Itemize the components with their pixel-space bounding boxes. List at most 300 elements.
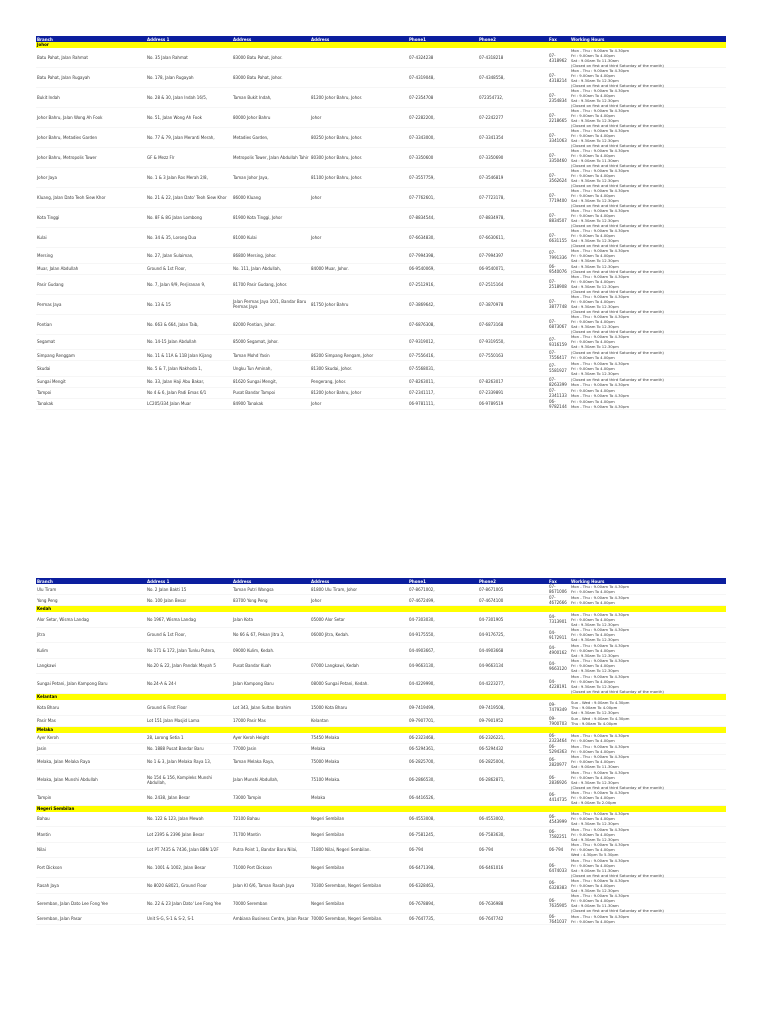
cell-address-3: 81800 Ulu Tiram, Johor [311, 586, 358, 592]
cell-phone2: 07-7723178, [479, 195, 505, 200]
cell-fax: 04-7313901 [549, 614, 567, 625]
cell-address-1: No. 8F & 8G Jalan Lombong [147, 215, 202, 220]
column-header-phone1: Phone1 [409, 578, 426, 584]
cell-fax: 06-794 [549, 847, 564, 853]
cell-phone2: 07-2339891 [479, 390, 504, 395]
column-header-address-1: Address 1 [147, 578, 170, 584]
cell-working-hours: Mon - Thu : 9.00am To 4.30pm Fri : 9.00am To 4.00pm Sat : 9.30am To 12.30pm (Closed on first and third Saturday of the month) [571, 769, 664, 790]
cell-fax: 06-7641037 [549, 913, 567, 924]
cell-working-hours: Mon - Thu : 9.00am To 4.30pm Fri : 9.00am To 4.00pm Sat : 9.00am To 11.30am [571, 754, 630, 770]
cell-branch: Ulu Tiram [37, 586, 57, 592]
cell-fax: 07-3562624 [549, 172, 567, 183]
cell-fax: 06-4414735 [549, 792, 567, 803]
cell-branch: Simpang Renggam [37, 352, 75, 358]
cell-address-1: No. 28 & 30, Jalan Indah 16/5, [147, 95, 208, 100]
cell-phone1: 07-4319048, [409, 75, 435, 80]
cell-branch: Jitra [37, 632, 45, 638]
cell-address-3: 71800 Nilai, Negeri Sembilan. [311, 847, 371, 853]
cell-address-1: No. 100 Jalan Besar [147, 597, 187, 603]
cell-fax: 07-4318214 [549, 72, 567, 83]
cell-address-1: No. 33, Jalan Haji Abu Bakar, [147, 379, 205, 384]
cell-fax: 07-2518908 [549, 279, 567, 289]
table-row [36, 733, 726, 744]
cell-fax: 07-2354834 [549, 92, 567, 103]
cell-address-2: Pusat Bandar Kuah [233, 663, 271, 669]
cell-phone2: 07-3350690 [479, 155, 504, 160]
cell-working-hours: Mon - Thu : 9.00am To 4.30pm Fri : 9.00am To 4.00pm Sat : 9.30am To 12.30pm [571, 658, 630, 674]
column-header-branch: Branch [37, 578, 53, 584]
column-header-address-3: Address [311, 578, 330, 584]
cell-address-3: 81750 Johor Bahru [311, 301, 349, 307]
table-row [36, 88, 726, 108]
cell-phone2: 06-9789519 [479, 401, 504, 406]
cell-branch: Bahau [37, 816, 50, 822]
cell-address-3: Negeri Sembilan [311, 865, 345, 870]
cell-address-2: 83000 Batu Pahat, Johor. [233, 55, 283, 60]
cell-address-2: 83700 Yong Peng [233, 597, 268, 603]
cell-phone1: 09-7419499, [409, 704, 435, 710]
cell-phone1: 07-2282200, [409, 115, 435, 120]
cell-phone2: 07-2515164 [479, 281, 504, 287]
cell-address-1: 28, Lorong Setia 1 [147, 735, 184, 740]
cell-address-3: 80300 Johor Bahru, Johor. [311, 155, 363, 160]
cell-fax: 07-6631155 [549, 232, 567, 243]
cell-address-1: No.20 & 22, Jalan Pandak Mayah 5 [147, 663, 216, 669]
cell-address-3: 15000 Kota Bharu [311, 704, 348, 710]
cell-phone2: 06-2825004, [479, 759, 505, 765]
cell-phone1: 06-5294361, [409, 746, 435, 751]
cell-fax: 04-4900162 [549, 645, 567, 656]
cell-fax: 07-8671006 [549, 584, 567, 594]
cell-phone1: 06-2825700, [409, 759, 435, 765]
cell-phone1: 07-3350600 [409, 155, 434, 160]
cell-address-1: Unit S-G, S-1 & S-2, S-1 [147, 916, 194, 921]
cell-phone2: 04-4903668 [479, 647, 504, 653]
cell-working-hours: Mon - Thu : 9.00am To 4.30pm Fri : 9.00am To 4.00pm [571, 584, 630, 594]
cell-phone1: 06-7581245, [409, 831, 435, 837]
cell-address-1: No. 27, Jalan Sulaiman, [147, 252, 194, 258]
region-header: Melaka [36, 727, 726, 733]
table-row [36, 744, 726, 755]
cell-phone2: 04-9663134 [479, 663, 504, 669]
cell-address-2: Ungku Tun Aminah, [233, 365, 272, 371]
cell-phone1: 06-794 [409, 847, 424, 853]
cell-address-1: Lot 2395 & 2396 Jalan Besar [147, 831, 205, 837]
table-row [36, 388, 726, 399]
cell-address-2: Putra Point 1, Bandar Baru Nilai, [233, 847, 298, 853]
cell-working-hours: Mon - Thu : 9.00am To 4.30pm Fri : 9.00am To 4.00pm Sat : 9.30am To 12.30pm [571, 877, 630, 893]
cell-branch: Rasah Jaya [37, 882, 59, 888]
cell-phone2: 06-9540071, [479, 266, 505, 271]
cell-phone1: 07-5568031, [409, 365, 435, 371]
region-header: Kedah [36, 606, 726, 612]
cell-address-1: No. 21 & 22, Jalan Dato' Teoh Siew Khor [147, 195, 227, 200]
cell-address-1: No. 178, Jalan Rugayah [147, 75, 194, 80]
cell-phone1: 07-8263011, [409, 379, 435, 384]
table-row [36, 700, 726, 716]
table-row [36, 377, 726, 388]
cell-phone1: 06-9540069, [409, 266, 435, 271]
cell-phone1: 04-7303030, [409, 616, 435, 622]
cell-branch: Batu Pahat, Jalan Rahmat [37, 55, 88, 60]
table-row [36, 361, 726, 377]
cell-address-3: 75000 Melaka [311, 759, 340, 765]
cell-working-hours: Sat : 9.30am To 12.30pm (Closed on first and third Saturday of the month) [571, 263, 664, 274]
cell-branch: Melaka, Jalan Munshi Abdullah [37, 777, 98, 782]
column-header-fax: Fax [549, 578, 557, 584]
cell-address-1: No. 2438, Jalan Besar [147, 794, 191, 800]
cell-working-hours: Mon - Thu : 9.00am To 4.30pm Fri : 9.00am To 4.00pm Sat : 9.30am To 12.30pm (Closed on first and third Saturday of the month) [571, 167, 664, 188]
table-row [36, 128, 726, 148]
cell-fax: 06-7582251 [549, 829, 567, 840]
column-header-working-hours: Working Hours [571, 36, 605, 42]
cell-working-hours: (Closed on first and third Saturday of the month) Mon - Thu : 9.00am To 4.30pm [571, 376, 664, 387]
branch-table-page-2 [36, 578, 726, 925]
cell-phone1: 07-3343000, [409, 135, 435, 140]
cell-branch: Kota Bharu [37, 704, 60, 710]
cell-phone2: 07-4318218 [479, 55, 504, 60]
cell-address-3: Johor [311, 401, 322, 406]
cell-working-hours: (Closed on first and third Saturday of the month) Fri : 9.00am To 4.00pm [571, 350, 664, 360]
table-row [36, 228, 726, 248]
cell-working-hours: Mon - Thu : 9.00am To 4.30pm Fri : 9.00am To 4.00pm Sat : 9.30am To 12.30pm [571, 334, 630, 350]
cell-working-hours: Mon - Thu : 9.00am To 4.30pm Fri : 9.00am To 4.00pm Sat : 9.30am To 12.30pm [571, 811, 630, 827]
cell-address-2: Taman Putri Wangsa [233, 586, 274, 592]
cell-address-2: 17000 Pasir Mas [233, 718, 266, 723]
cell-address-2: 81900 Kota Tinggi, Johor [233, 215, 283, 220]
table-row [36, 595, 726, 606]
cell-phone2: 09-7419508, [479, 704, 505, 710]
cell-address-1: No. 1888 Pusat Bandar Baru [147, 746, 204, 751]
column-header-address-1: Address 1 [147, 36, 170, 42]
cell-branch: Permas Jaya [37, 301, 62, 307]
cell-address-2: 73000 Tampin [233, 794, 262, 800]
cell-address-3: Johor [311, 115, 322, 120]
cell-phone1: 04-4903667, [409, 647, 435, 653]
cell-phone1: 06-6328463, [409, 882, 435, 888]
cell-address-3: 06000 Jitra, Kedah. [311, 632, 350, 638]
cell-working-hours: Mon - Thu : 9.00am To 4.30pm Fri : 9.00am To 4.00pm Sat : 9.30am To 12.30pm (Closed on first and third Saturday of the month) [571, 673, 664, 694]
cell-working-hours: Fri : 9.00am To 4.00pm Mon - Thu : 9.00am To 4.30pm [571, 387, 630, 398]
cell-fax: 06-4543999 [549, 813, 567, 824]
cell-phone2: 07-4674100 [479, 597, 504, 603]
cell-branch: Pasir Gudang [37, 281, 64, 287]
cell-branch: Mersing [37, 252, 53, 258]
cell-address-1: Lot 151 Jalan Masjid Lama [147, 718, 200, 723]
cell-phone2: 07-2242277 [479, 115, 504, 120]
cell-fax: 07-7719400 [549, 192, 567, 203]
cell-branch: Johor Bahru, Jalan Wong Ah Fook [37, 115, 103, 120]
cell-branch: Sungai Mengit [37, 379, 66, 384]
table-row [36, 812, 726, 828]
cell-branch: Bukit Indah [37, 95, 60, 100]
cell-working-hours: Mon - Thu : 9.00am To 4.30pm Fri : 9.00am To 4.00pm Sat : 9.30am To 12.30pm [571, 826, 630, 842]
cell-phone2: 06-5294432 [479, 746, 504, 751]
cell-phone2: 06-4553002, [479, 816, 505, 822]
cell-working-hours: Mon - Thu : 9.00am To 4.30pm Fri : 9.00am To 4.00pm Sat : 9.30am To 12.30pm (Closed on first and third Saturday of the month) [571, 107, 664, 128]
cell-address-1: No. 122 & 123, Jalan Mewah [147, 816, 204, 822]
column-header-address-2: Address [233, 36, 252, 42]
cell-phone2: 07-7994397 [479, 252, 504, 258]
cell-address-3: Kelantan [311, 718, 329, 723]
cell-address-1: No. 1001 & 1002, Jalan Besar [147, 865, 206, 870]
cell-address-2: No. 111, Jalan Abdullah, [233, 266, 281, 271]
cell-address-2: Ayer Keroh Height [233, 735, 270, 740]
cell-working-hours: Mon - Thu : 9.00am To 4.30pm Fri : 9.00am To 4.00pm Sat : 9.30am To 12.30pm (Closed on first and third Saturday of the month) [571, 274, 664, 294]
cell-phone1: 06-2866530, [409, 777, 435, 782]
table-row [36, 399, 726, 410]
cell-branch: Langkawi [37, 663, 56, 669]
cell-address-3: 81300 Skudai, Johor. [311, 365, 353, 371]
cell-working-hours: Mon - Thu : 9.00am To 4.30pm Fri : 9.00am To 4.00pm Sat : 9.30am To 12.30pm (Closed on first and third Saturday of the month) [571, 187, 664, 208]
cell-address-2: 71000 Port Dickson [233, 865, 272, 870]
cell-address-2: Pusat Bandar Tampoi [233, 390, 276, 395]
cell-phone2: 07-3870978 [479, 301, 504, 307]
cell-phone2: 072354732, [479, 95, 504, 100]
cell-fax: 06-7635905 [549, 898, 567, 908]
cell-fax: 09-7900703 [549, 715, 567, 726]
cell-address-2: Lot 343, Jalan Sultan Ibrahim [233, 704, 291, 710]
cell-address-2: 72100 Bahau [233, 816, 260, 822]
cell-address-2: 77000 Jasin [233, 746, 257, 751]
cell-branch: Melaka, Jalan Melaka Raya [37, 759, 91, 765]
cell-address-1: No.24-A & 24-I [147, 681, 177, 686]
table-row [36, 628, 726, 644]
cell-phone2: 07-6630611, [479, 235, 505, 240]
cell-fax: 07-7556417 [549, 350, 567, 360]
cell-fax: 06-5294363 [549, 743, 567, 754]
cell-address-3: Johor [311, 195, 322, 200]
cell-branch: Tampoi [37, 390, 52, 395]
cell-branch: Yong Peng [37, 597, 58, 603]
cell-phone1: 06-2323468, [409, 735, 435, 740]
cell-working-hours: Mon - Thu : 9.00am To 4.30pm Fri : 9.00am To 4.00pm [571, 743, 630, 754]
cell-address-1: GF & Mezz Flr [147, 155, 175, 160]
table-row [36, 188, 726, 208]
table-row [36, 315, 726, 335]
cell-branch: Johor Jaya [37, 175, 57, 180]
cell-address-3: 75450 Melaka [311, 735, 340, 740]
cell-address-1: Lot PT 7435 & 7436, Jalan BBN 1/2F [147, 847, 219, 853]
cell-phone1: 07-3557759, [409, 175, 435, 180]
column-header-working-hours: Working Hours [571, 578, 605, 584]
cell-address-1: Ground & 1st Floor, [147, 266, 187, 271]
table-row [36, 612, 726, 628]
cell-branch: Muar, Jalan Abdullah [37, 266, 79, 271]
cell-phone1: 07-4324238 [409, 55, 434, 60]
cell-working-hours: Mon - Thu : 9.00am To 4.30pm Fri : 9.00am To 4.00pm Sat : 9.30am To 12.30pm (Closed on first and third Saturday of the month) [571, 67, 664, 88]
table-row [36, 264, 726, 275]
cell-phone2: 06-7636988 [479, 900, 504, 906]
cell-working-hours: Mon - Thu : 9.00am To 4.30pm Fri : 9.00am To 4.00pm Sat : 9.00am To 11.30am (Closed on first and third Saturday of the month) [571, 893, 664, 913]
cell-fax: 06-9782144 [549, 398, 567, 409]
cell-address-2: Jalan Munshi Abdullah, [233, 777, 279, 782]
column-header-address-2: Address [233, 578, 252, 584]
cell-working-hours: Mon - Thu : 9.00am To 4.30pm Fri : 9.00am To 4.00pm Sat : 9.30am To 12.30pm [571, 247, 630, 263]
cell-phone2: 07-6873168 [479, 321, 504, 327]
cell-phone1: 07-2512916, [409, 281, 435, 287]
cell-branch: Tampin [37, 794, 52, 800]
cell-branch: Kluang, Jalan Dato Teoh Siew Khor [37, 195, 106, 200]
cell-phone2: 07-9319550, [479, 339, 505, 345]
cell-address-3: 86200 Simpang Rengam, Johor [311, 352, 374, 358]
cell-phone1: 06-6471398, [409, 865, 435, 870]
cell-working-hours: Mon - Thu : 9.00am To 4.30pm Fri : 9.00am To 4.00pm Sat : 9.30am To 12.30pm [571, 611, 630, 627]
cell-fax: 07-9316159 [549, 336, 567, 347]
cell-working-hours: Fri : 9.00am To 4.00pm Mon - Thu : 9.00am To 4.30pm [571, 398, 630, 409]
table-row [36, 275, 726, 295]
cell-address-2: 85000 Segamat, Johor. [233, 339, 279, 345]
cell-address-3: 81100 Johor Bahru, Johor. [311, 175, 363, 180]
cell-fax: 09-7479349 [549, 702, 567, 713]
cell-address-1: No. 22 & 23 Jalan Dato' Lee Fong Yee [147, 900, 222, 906]
cell-phone2: 07-8671005 [479, 586, 504, 592]
cell-address-2: No 66 & 67, Pekan Jitra 3, [233, 632, 285, 638]
cell-address-2: 70000 Seremban [233, 900, 268, 906]
cell-address-3: 07000 Langkawi, Kedah [311, 663, 359, 669]
cell-phone2: 07-3546819 [479, 175, 504, 180]
cell-address-3: 84000 Muar, Johor. [311, 266, 349, 271]
cell-address-2: Ambiana Business Centre, Jalan Pasar [233, 916, 309, 921]
cell-branch: Alor Setar, Wisma Landag [37, 616, 89, 622]
cell-working-hours: Mon - Thu : 9.00am To 4.30pm Fri : 9.00am To 4.00pm Wed : 4.30pm To 5.30pm [571, 842, 630, 858]
column-header-fax: Fax [549, 36, 557, 42]
cell-address-1: Ground & First Floor [147, 704, 188, 710]
cell-address-1: No. 663 & 664, Jalan Taib, [147, 321, 199, 327]
cell-working-hours: Mon - Thu : 9.00am To 4.30pm Fri : 9.00am To 4.00pm Sat : 9.30am To 12.30pm (Closed on first and third Saturday of the month) [571, 127, 664, 148]
table-row [36, 584, 726, 595]
cell-fax: 04-4228191 [549, 678, 567, 689]
cell-phone2: 04-9176725, [479, 632, 505, 638]
cell-address-3: Johor [311, 597, 322, 603]
cell-fax: 07-7991336 [549, 250, 567, 261]
region-header: Kelantan [36, 694, 726, 700]
cell-address-2: Jalan Kota [233, 616, 253, 622]
cell-working-hours: Mon - Thu : 9.00am To 4.30pm Fri : 9.00am To 4.00pm Sat : 9.30am To 12.30pm (Closed on first and third Saturday of the month) [571, 87, 664, 108]
cell-branch: Johor Bahru, Metropolis Tower [37, 155, 97, 160]
cell-working-hours: Mon - Thu : 9.00am To 4.30pm Fri : 9.00am To 4.00pm Sat : 9.30am To 12.30pm [571, 360, 630, 376]
table-header [36, 36, 726, 42]
cell-address-2: Jalan KI 6/6, Taman Rasah Jaya [233, 882, 295, 888]
cell-address-2: 80000 Johor Bahru [233, 115, 271, 120]
cell-phone1: 04-4229990, [409, 681, 435, 686]
cell-branch: Tanakak [37, 401, 54, 406]
cell-working-hours: Mon - Thu : 9.00am To 4.30pm Fri : 9.00am To 4.00pm [571, 595, 630, 605]
table-row [36, 858, 726, 878]
cell-address-1: No 8020 &8021, Ground Floor [147, 882, 207, 888]
cell-branch: Seremban, Jalan Pasar [37, 916, 82, 921]
cell-phone1: 06-7647735, [409, 916, 435, 921]
cell-address-3: 80250 Johor Bahru, Johor. [311, 135, 363, 140]
cell-address-1: Ground & 1st Floor, [147, 632, 187, 638]
cell-address-2: Jalan Kampong Baru [233, 681, 274, 686]
cell-address-1: No. 34 & 35, Lorong Dua [147, 235, 197, 240]
cell-phone1: 07-2354708 [409, 95, 434, 100]
table-row [36, 350, 726, 361]
column-header-phone1: Phone1 [409, 36, 426, 42]
cell-fax: 07-5581927 [549, 363, 567, 374]
cell-branch: Seremban, Jalan Dato Lee Fong Yee [37, 900, 108, 906]
cell-working-hours: Mon - Thu : 9.00am To 4.30pm Fri : 9.00am To 4.00pm Sat : 9.30am To 12.30pm (Closed on first and third Saturday of the month) [571, 207, 664, 228]
table-row [36, 208, 726, 228]
cell-working-hours: Mon - Thu : 9.00am To 4.30pm Fri : 9.00am To 4.00pm Sat : 9.30am To 12.30pm [571, 627, 630, 643]
cell-working-hours: Mon - Thu : 9.00am To 4.30pm Fri : 9.00am To 4.00pm Sat : 9.30am To 12.30pm (Closed on first and third Saturday of the month) [571, 294, 664, 314]
cell-address-1: No. 77 & 79, Jalan Meranti Merah, [147, 135, 215, 140]
cell-phone1: 07-7994398, [409, 252, 435, 258]
cell-branch: Kota Tinggi [37, 215, 60, 220]
cell-fax: 07-4318962 [549, 52, 567, 63]
table-row [36, 168, 726, 188]
cell-address-1: No 4 & 6, Jalan Padi Emas 6/1 [147, 390, 207, 395]
cell-phone1: 07-4672499, [409, 597, 435, 603]
cell-address-3: 08000 Sungai Petani, Kedah. [311, 681, 369, 686]
cell-address-2: Taman Bukit Indah, [233, 95, 272, 100]
cell-address-3: Negeri Sembilan [311, 816, 345, 822]
cell-branch: Sungai Petani, Jalan Kampong Baru [37, 681, 108, 686]
cell-address-1: No. 35 Jalan Rahmat [147, 55, 188, 60]
cell-phone1: 06-4416526, [409, 794, 435, 800]
table-body [36, 42, 726, 410]
cell-address-2: 86800 Mersing, Johor. [233, 252, 277, 258]
cell-address-1: No 171 & 172, Jalan Tunku Putera, [147, 647, 216, 653]
cell-phone2: 06-7583630, [479, 831, 505, 837]
cell-phone2: 04-7301905 [479, 616, 504, 622]
cell-address-2: 81620 Sungai Mengit, [233, 379, 277, 384]
cell-branch: Johor Bahru, Metadies Garden [37, 135, 98, 140]
cell-working-hours: Mon - Thu : 9.00am To 4.30pm Fri : 9.00am To 4.00pm [571, 732, 630, 743]
cell-branch: Nilai [37, 847, 46, 853]
cell-branch: Batu Pahat, Jalan Rugayah [37, 75, 90, 80]
cell-fax: 07-3350460 [549, 152, 567, 163]
cell-phone2: 06-6461016 [479, 865, 504, 870]
cell-fax: 06-2323464 [549, 732, 567, 743]
cell-branch: Kulai [37, 235, 47, 240]
cell-phone2: 04-4223277, [479, 681, 505, 686]
cell-address-1: No. 51, Jalan Wong Ah Fook [147, 115, 202, 120]
column-header-phone2: Phone2 [479, 578, 496, 584]
table-body [36, 584, 726, 925]
cell-address-3: Negeri Sembilan [311, 900, 345, 906]
cell-address-3: 70300 Seremban, Negeri Sembilan [311, 882, 382, 888]
branch-table-page-1 [36, 36, 726, 410]
cell-fax: 06-2836926 [549, 774, 567, 785]
table-row [36, 878, 726, 894]
cell-phone2: 07-8263017 [479, 379, 504, 384]
table-row [36, 68, 726, 88]
cell-phone2: 07-4348558, [479, 75, 505, 80]
cell-fax: 07-2341133 [549, 387, 567, 398]
cell-phone1: 07-6634830, [409, 235, 435, 240]
table-row [36, 248, 726, 264]
cell-address-3: Melaka [311, 794, 326, 800]
table-row [36, 827, 726, 843]
cell-phone2: 07-3341354 [479, 135, 504, 140]
cell-address-3: 81200 Johor Bahru, Johor [311, 390, 362, 395]
cell-branch: Skudai [37, 365, 51, 371]
cell-fax: 06-6328383 [549, 880, 567, 891]
cell-phone2: 06-2326221, [479, 735, 505, 740]
cell-phone2: 07-7550163 [479, 352, 504, 358]
cell-working-hours: Mon - Thu : 9.00am To 4.30pm Fri : 9.00am To 4.00pm Sat : 9.30am To 12.30pm (Closed on first and third Saturday of the month) [571, 314, 664, 334]
table-row [36, 48, 726, 68]
cell-working-hours: Sun - Wed : 9.00am To 4.30pm Thu : 9.00am To 4.00pm Sat : 9.30am To 12.30pm [571, 699, 630, 715]
cell-address-2: 09000 Kulim, Kedah. [233, 647, 275, 653]
cell-address-3: Johor [311, 235, 322, 240]
cell-phone1: 07-6876308, [409, 321, 435, 327]
cell-address-3: 05000 Alor Setar [311, 616, 345, 622]
cell-address-2: Taman Melaka Raya, [233, 759, 275, 765]
cell-address-2: Taman Johor Jaya, [233, 175, 269, 180]
